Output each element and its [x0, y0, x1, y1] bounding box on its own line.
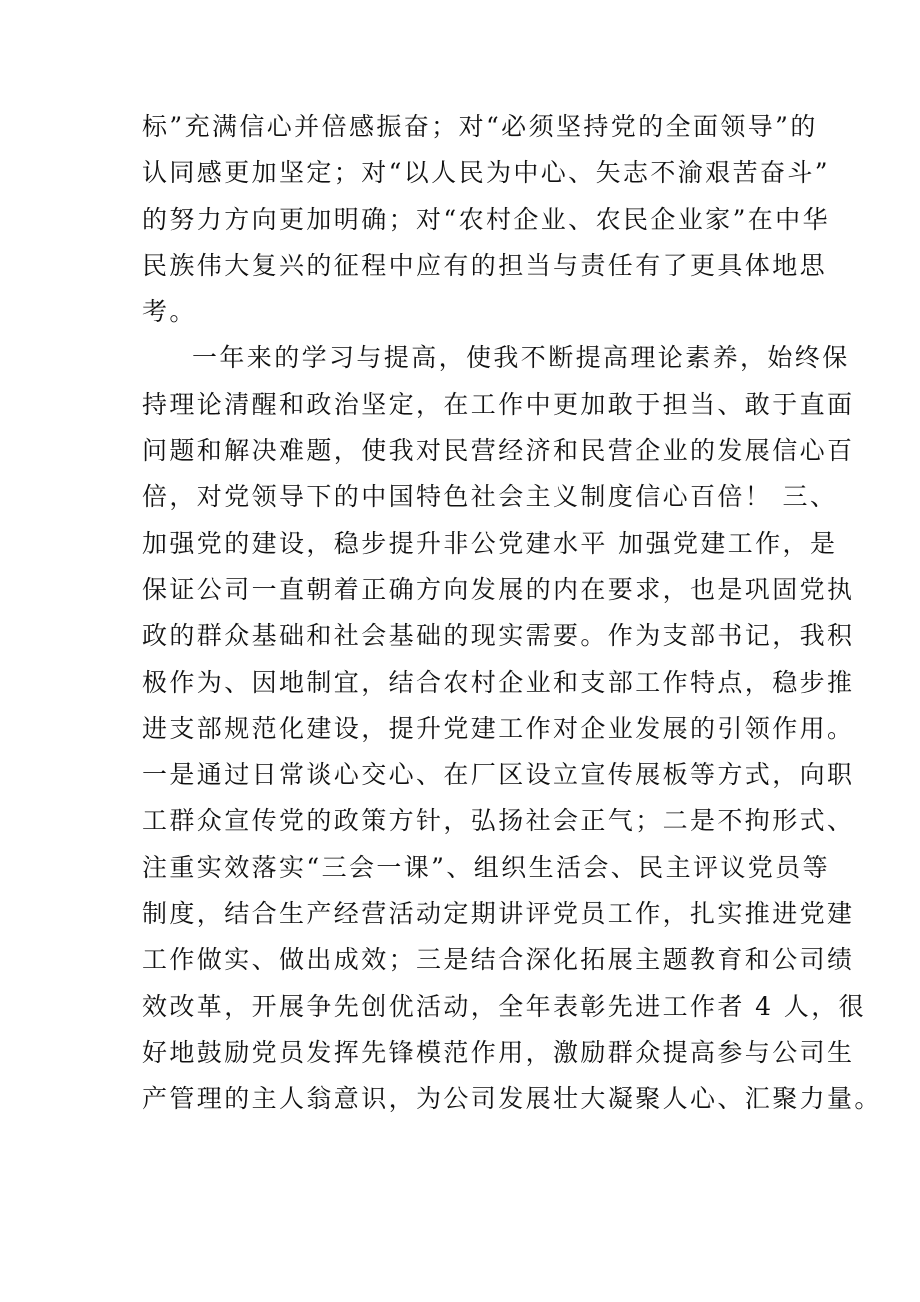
text-line: 制度，结合生产经营活动定期讲评党员工作，扎实推进党建 [142, 899, 855, 929]
text-line: 工作做实、做出成效；三是结合深化拓展主题教育和公司绩 [142, 945, 855, 975]
text-line: 保证公司一直朝着正确方向发展的内在要求，也是巩固党执 [142, 574, 855, 604]
text-line: 政的群众基础和社会基础的现实需要。作为支部书记，我积 [142, 621, 855, 651]
text-line: 的努力方向更加明确；对“农村企业、农民企业家”在中华 [142, 204, 830, 234]
text-line: 极作为、因地制宜，结合农村企业和支部工作特点，稳步推 [142, 667, 855, 697]
text-line: 加强党的建设，稳步提升非公党建水平 加强党建工作，是 [142, 528, 838, 558]
text-line: 认同感更加坚定；对“以人民为中心、矢志不渝艰苦奋斗” [142, 158, 830, 188]
text-line: 注重实效落实“三会一课”、组织生活会、民主评议党员等 [142, 852, 830, 882]
text-line: 问题和解决难题，使我对民营经济和民营企业的发展信心百 [142, 436, 855, 466]
text-line: 工群众宣传党的政策方针，弘扬社会正气；二是不拘形式、 [142, 806, 855, 836]
document-body [142, 104, 882, 1123]
text-line: 标”充满信心并倍感振奋；对“必须坚持党的全面领导”的 [142, 112, 818, 141]
text-line: 持理论清醒和政治坚定，在工作中更加敢于担当、敢于直面 [142, 389, 855, 419]
text-line: 民族伟大复兴的征程中应有的担当与责任有了更具体地思 [142, 250, 828, 280]
text-line: 产管理的主人翁意识，为公司发展壮大凝聚人心、汇聚力量。 [142, 1084, 882, 1114]
text-line: 一是通过日常谈心交心、在厂区设立宣传展板等方式，向职 [142, 760, 855, 790]
text-line: 效改革，开展争先创优活动，全年表彰先进工作者 4 人，很 [142, 991, 867, 1021]
paragraph-start-line: 一年来的学习与提高，使我不断提高理论素养，始终保 [192, 343, 850, 373]
text-line: 考。 [142, 297, 197, 327]
text-line: 倍，对党领导下的中国特色社会主义制度信心百倍！ 三、 [142, 482, 838, 512]
text-line: 进支部规范化建设，提升党建工作对企业发展的引领作用。 [142, 713, 855, 743]
text-line: 好地鼓励党员发挥先锋模范作用，激励群众提高参与公司生 [142, 1037, 855, 1067]
